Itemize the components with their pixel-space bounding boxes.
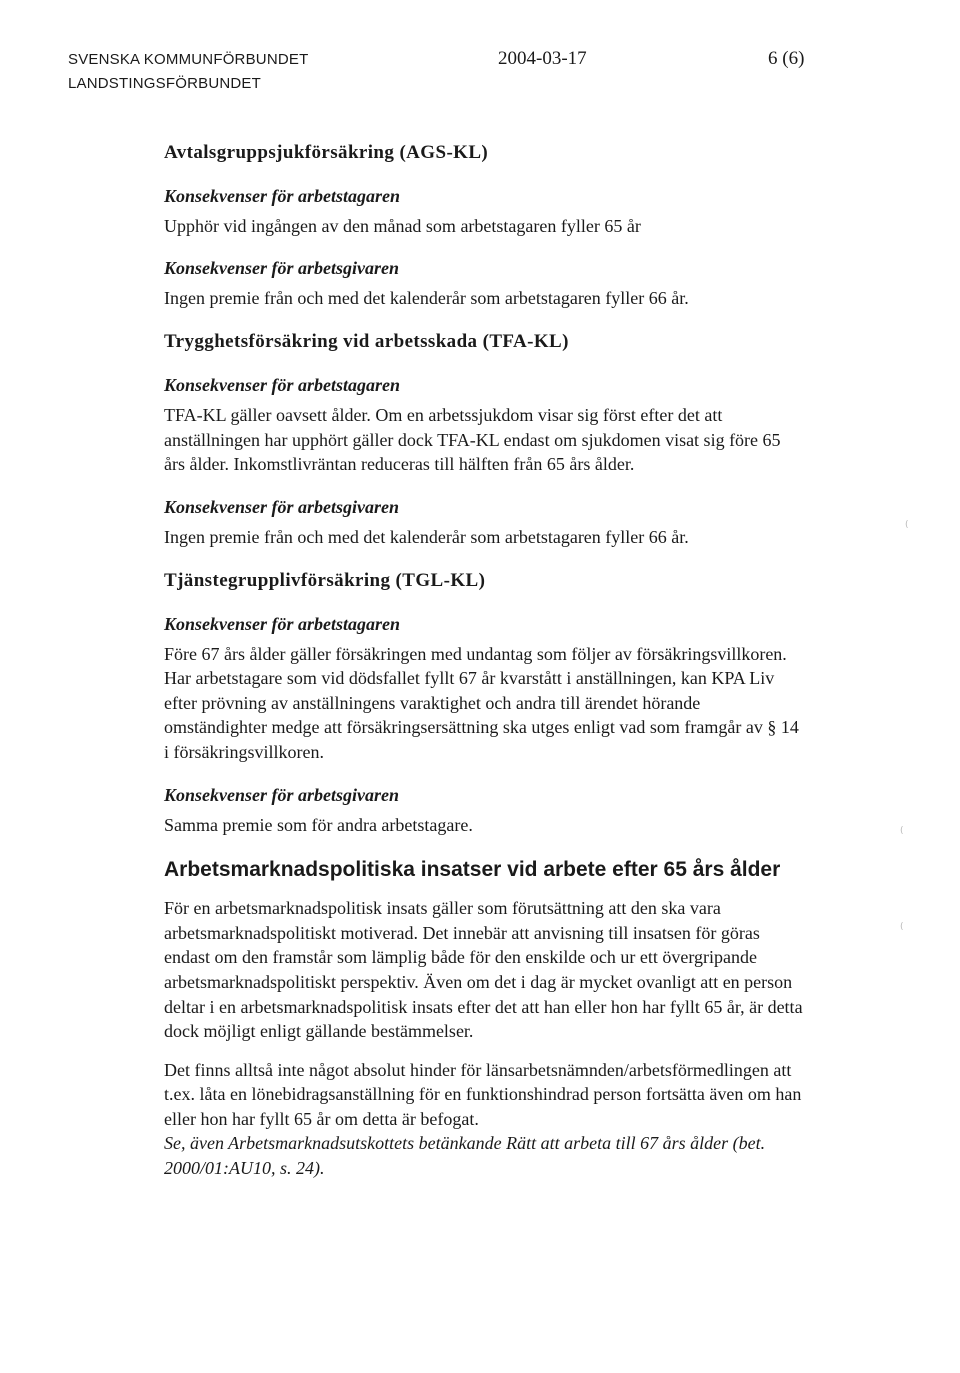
tgl-employer-heading: Konsekvenser för arbetsgivaren <box>164 784 399 805</box>
org-name-line-2: LANDSTINGSFÖRBUNDET <box>68 75 261 92</box>
tgl-employer-text: Samma premie som för andra arbetstagare. <box>164 814 473 835</box>
scan-speck: ( <box>900 922 904 932</box>
section-heading-labour-market: Arbetsmarknadspolitiska insatser vid arbete efter 65 års ålder <box>164 858 781 882</box>
ags-employee-heading: Konsekvenser för arbetstagaren <box>164 186 401 206</box>
tgl-employee-heading: Konsekvenser för arbetstagaren <box>164 613 401 634</box>
tfa-employee-heading: Konsekvenser för arbetstagaren <box>164 375 401 396</box>
section-title-ags: Avtalsgruppsjukförsäkring (AGS-KL) <box>164 142 489 163</box>
scan-speck: ( <box>905 520 909 530</box>
header-organization <box>68 48 308 96</box>
tfa-employee-text: TFA-KL gäller oavsett ålder. Om en arbetssjukdom visar sig först efter det att anställningen har upphört gäller dock TFA-KL endast om sjukdomen visat sig före 65 års ålder. Inkomstlivräntan reduceras till hälften från 65 års ålder. <box>164 405 781 475</box>
header-date: 2004-03-17 <box>498 48 587 69</box>
tfa-employer-heading: Konsekvenser för arbetsgivaren <box>164 496 399 517</box>
document-body <box>164 140 804 1181</box>
labour-paragraph-2: Det finns alltså inte något absolut hinder för länsarbetsnämnden/arbetsförmedlingen att t.ex. låta en lönebidragsanställning för en funktionshindrad person fortsätta även om han eller hon har fyllt 65 år om detta är befogat. <box>164 1059 802 1129</box>
scan-speck: ( <box>900 826 904 836</box>
ags-employee-text: Upphör vid ingången av den månad som arbetstagaren fyller 65 år <box>164 216 641 236</box>
tfa-employer-text: Ingen premie från och med det kalenderår som arbetstagaren fyller 66 år. <box>164 526 689 547</box>
org-name-line-1: SVENSKA KOMMUNFÖRBUNDET <box>68 51 309 68</box>
ags-employer-text: Ingen premie från och med det kalenderår som arbetstagaren fyller 66 år. <box>164 287 689 308</box>
tgl-employee-text: Före 67 års ålder gäller försäkringen med undantag som följer av försäkringsvillkoren. Har arbetstagare som vid dödsfallet fyllt 67 år kvarstått i anställningen, kan KPA Liv efter prövning av anställningens varaktighet och andra till ärendet hörande omständighter medge att försäkringsersättning ska utges enligt vad som framgår av § 14 i försäkringsvillkoren. <box>164 643 799 762</box>
labour-paragraph-1: För en arbetsmarknadspolitisk insats gäller som förutsättning att den ska vara arbetsmarknadspolitiskt motiverad. Det innebär att anvisning till insatsen för göras endast om den framstår som lämplig både för den enskilde och ur ett övergripande arbetsmarknadspolitiskt perspektiv. Även om det i dag är mycket ovanligt att en person deltar i en arbetsmarknadspolitisk insats efter det att han eller hon har fyllt 65 år, är detta dock möjligt enligt gällande bestämmelser. <box>164 898 803 1042</box>
ags-employer-heading: Konsekvenser för arbetsgivaren <box>164 257 399 278</box>
header-page-number: 6 (6) <box>768 48 805 69</box>
labour-reference: Se, även Arbetsmarknadsutskottets betänkande Rätt att arbeta till 67 års ålder (bet. 2000/01:AU10, s. 24). <box>164 1133 766 1179</box>
section-title-tgl: Tjänstegrupplivförsäkring (TGL-KL) <box>164 569 486 591</box>
section-title-tfa: Trygghetsförsäkring vid arbetsskada (TFA-KL) <box>164 331 569 353</box>
